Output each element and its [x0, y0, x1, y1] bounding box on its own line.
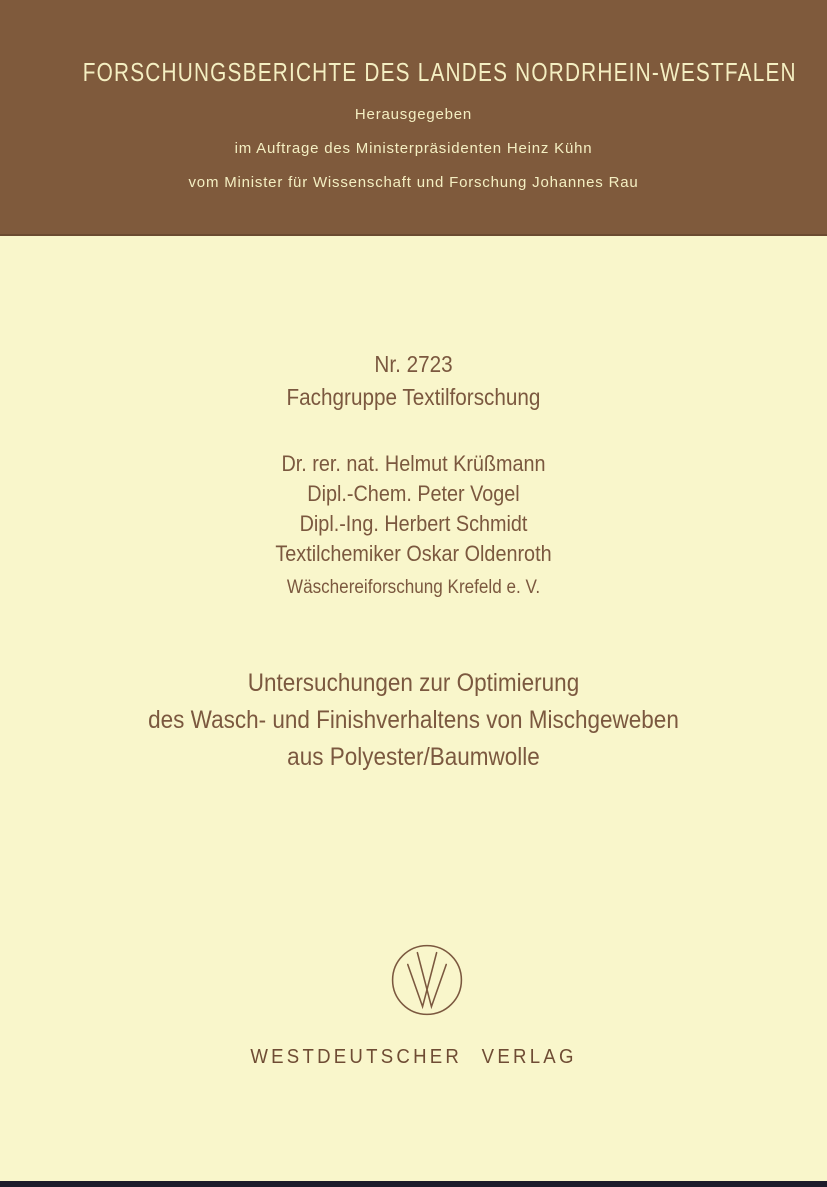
authors-block	[41, 449, 785, 569]
author-line: Dr. rer. nat. Helmut Krüßmann	[281, 451, 546, 476]
publisher-name: WESTDEUTSCHER VERLAG	[250, 1046, 577, 1068]
department-label: Fachgruppe Textilforschung	[286, 384, 541, 410]
author-line: Dipl.-Chem. Peter Vogel	[307, 481, 520, 506]
report-title-line: aus Polyester/Baumwolle	[287, 743, 540, 771]
header-band	[0, 0, 827, 236]
report-title	[41, 665, 785, 776]
institution-name: Wäschereiforschung Krefeld e. V.	[286, 577, 541, 598]
bottom-edge-strip	[0, 1181, 827, 1187]
minister-line: vom Minister für Wissenschaft und Forschung Johannes Rau	[188, 174, 639, 191]
commission-line: im Auftrage des Ministerpräsidenten Heinz Kühn	[234, 140, 593, 157]
edited-line: Herausgegeben	[354, 106, 473, 123]
report-title-line: des Wasch- und Finishverhaltens von Mischgeweben	[148, 706, 679, 734]
report-number: Nr. 2723	[374, 351, 453, 377]
author-line: Textilchemiker Oskar Oldenroth	[275, 541, 552, 566]
wv-monogram-icon	[390, 943, 464, 1017]
series-title: FORSCHUNGSBERICHTE DES LANDES NORDRHEIN-WESTFALEN	[82, 57, 797, 87]
report-title-line: Untersuchungen zur Optimierung	[247, 669, 580, 697]
author-line: Dipl.-Ing. Herbert Schmidt	[299, 511, 528, 536]
